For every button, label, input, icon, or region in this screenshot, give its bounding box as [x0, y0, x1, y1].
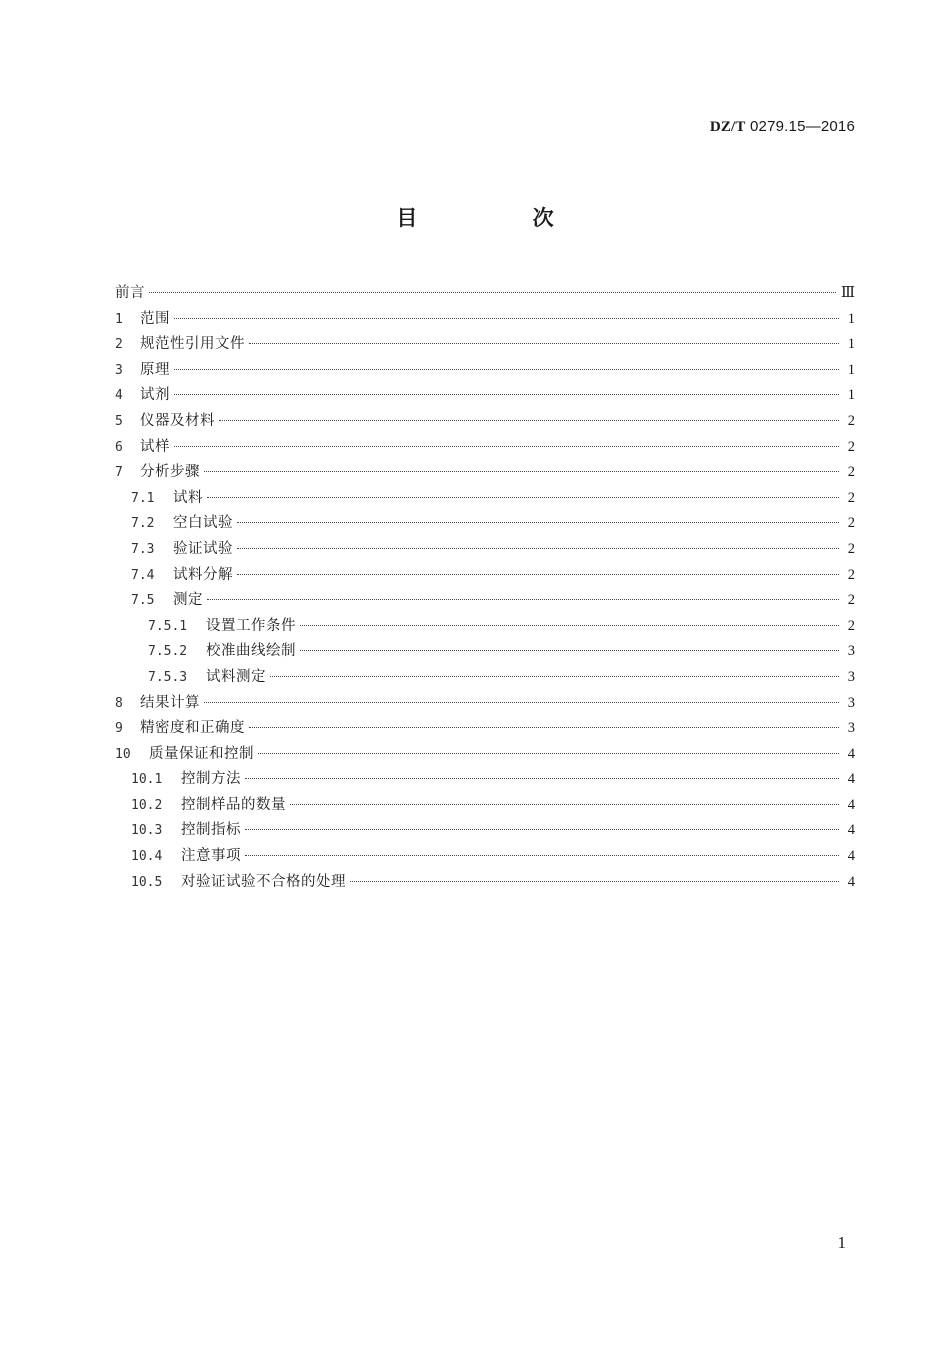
dot-leader: [219, 420, 839, 421]
toc-entry[interactable]: [115, 716, 855, 742]
toc-entry-page: 2: [847, 489, 855, 506]
page-title: 目 次: [396, 206, 608, 230]
toc-entry-number: 10.1: [131, 772, 163, 788]
dot-leader: [300, 625, 839, 626]
dot-leader: [245, 829, 839, 830]
toc-entry-page: 4: [847, 745, 855, 762]
dot-leader: [174, 394, 839, 395]
toc-entry-page: 2: [847, 617, 855, 634]
toc-entry[interactable]: [115, 665, 855, 691]
table-of-contents: [115, 281, 855, 895]
toc-entry-label: 试料分解: [173, 566, 233, 583]
toc-entry-number: 7.5.2: [148, 644, 188, 660]
toc-entry-page: 4: [847, 796, 855, 813]
dot-leader: [249, 727, 839, 728]
toc-entry[interactable]: [115, 844, 855, 870]
toc-entry-page: 1: [847, 361, 855, 378]
toc-entry-number: 10: [115, 746, 131, 762]
toc-entry[interactable]: [115, 332, 855, 358]
toc-entry-number: 9: [115, 721, 123, 737]
toc-entry[interactable]: [115, 767, 855, 793]
toc-entry-number: 7.4: [131, 567, 155, 583]
dot-leader: [237, 522, 839, 523]
toc-entry-page: 3: [847, 694, 855, 711]
toc-entry[interactable]: [115, 614, 855, 640]
toc-entry-label: 原理: [140, 361, 170, 378]
dot-leader: [300, 650, 839, 651]
toc-entry-number: 2: [115, 337, 123, 353]
toc-entry[interactable]: [115, 639, 855, 665]
toc-entry[interactable]: [115, 358, 855, 384]
toc-entry[interactable]: [115, 537, 855, 563]
toc-entry[interactable]: [115, 563, 855, 589]
toc-entry[interactable]: [115, 818, 855, 844]
dot-leader: [204, 702, 839, 703]
dot-leader: [204, 471, 839, 472]
toc-entry-label: 质量保证和控制: [149, 745, 254, 762]
toc-entry-number: 7.2: [131, 516, 155, 532]
toc-entry-label: 范围: [140, 310, 170, 327]
dot-leader: [290, 804, 839, 805]
toc-entry-page: 1: [847, 336, 855, 353]
toc-entry[interactable]: [115, 435, 855, 461]
toc-entry-label: 空白试验: [173, 515, 233, 532]
toc-entry-page: 4: [847, 873, 855, 890]
dot-leader: [174, 446, 839, 447]
toc-entry[interactable]: [115, 409, 855, 435]
dot-leader: [245, 778, 839, 779]
toc-entry-number: 10.5: [131, 874, 163, 890]
toc-entry-number: 1: [115, 311, 123, 327]
dot-leader: [270, 676, 839, 677]
toc-entry-label: 控制指标: [181, 822, 241, 839]
toc-entry[interactable]: [115, 793, 855, 819]
toc-entry[interactable]: [115, 511, 855, 537]
toc-entry-label: 试剂: [140, 387, 170, 404]
dot-leader: [174, 369, 839, 370]
toc-entry-page: 2: [847, 540, 855, 557]
toc-entry-label: 精密度和正确度: [140, 720, 245, 737]
toc-entry-page: 4: [847, 848, 855, 865]
toc-entry-page: 3: [847, 720, 855, 737]
toc-entry-page: 2: [847, 515, 855, 532]
toc-entry-number: 7.5.3: [148, 669, 188, 685]
toc-entry-page: 4: [847, 822, 855, 839]
toc-entry[interactable]: [115, 281, 855, 307]
toc-entry-label: 仪器及材料: [140, 412, 215, 429]
standard-code-prefix: DZ/T: [709, 119, 746, 135]
toc-entry-page: 2: [847, 438, 855, 455]
toc-entry-number: 4: [115, 388, 123, 404]
toc-entry-page: Ⅲ: [841, 285, 855, 301]
dot-leader: [350, 881, 839, 882]
toc-entry-number: 6: [115, 439, 123, 455]
toc-entry-number: 10.2: [131, 797, 163, 813]
toc-entry-number: 8: [115, 695, 123, 711]
toc-entry-number: 7.3: [131, 541, 155, 557]
toc-entry[interactable]: [115, 742, 855, 768]
toc-entry-label: 试样: [140, 438, 170, 455]
toc-entry-page: 2: [847, 566, 855, 583]
toc-entry[interactable]: [115, 307, 855, 333]
toc-entry[interactable]: [115, 870, 855, 896]
toc-entry-label: 注意事项: [181, 848, 241, 865]
toc-entry-label: 结果计算: [140, 694, 200, 711]
toc-entry-label: 控制方法: [181, 771, 241, 788]
dot-leader: [245, 855, 839, 856]
standard-code-number: 0279.15—2016: [750, 118, 855, 135]
toc-entry-number: 10.3: [131, 823, 163, 839]
toc-entry-label: 试料: [173, 489, 203, 506]
toc-entry-page: 3: [847, 643, 855, 660]
dot-leader: [258, 753, 839, 754]
dot-leader: [249, 343, 839, 344]
toc-entry-number: 5: [115, 413, 123, 429]
toc-entry-label: 测定: [173, 592, 203, 609]
dot-leader: [149, 292, 836, 293]
toc-entry[interactable]: [115, 383, 855, 409]
toc-entry[interactable]: [115, 486, 855, 512]
toc-entry[interactable]: [115, 460, 855, 486]
toc-entry-label: 试料测定: [206, 668, 266, 685]
toc-entry-number: 7: [115, 465, 123, 481]
toc-entry[interactable]: [115, 588, 855, 614]
toc-entry-page: 3: [847, 668, 855, 685]
toc-entry-page: 4: [847, 771, 855, 788]
toc-entry-label: 验证试验: [173, 540, 233, 557]
toc-entry-page: 1: [847, 387, 855, 404]
toc-entry-page: 2: [847, 592, 855, 609]
toc-entry-label: 控制样品的数量: [181, 796, 286, 813]
dot-leader: [174, 318, 839, 319]
toc-entry-label: 对验证试验不合格的处理: [181, 873, 346, 890]
toc-entry-label: 设置工作条件: [206, 617, 296, 634]
toc-entry-number: 7.5: [131, 593, 155, 609]
toc-entry-label: 前言: [115, 285, 145, 301]
toc-entry-label: 校准曲线绘制: [206, 643, 296, 660]
toc-entry-number: 7.5.1: [148, 618, 188, 634]
toc-entry-page: 2: [847, 464, 855, 481]
toc-entry-number: 10.4: [131, 849, 163, 865]
dot-leader: [237, 548, 839, 549]
toc-entry[interactable]: [115, 691, 855, 717]
toc-entry-label: 规范性引用文件: [140, 336, 245, 353]
toc-entry-number: 7.1: [131, 490, 155, 506]
dot-leader: [207, 497, 839, 498]
toc-entry-page: 1: [847, 310, 855, 327]
toc-entry-label: 分析步骤: [140, 464, 200, 481]
page-number: 1: [837, 1233, 846, 1252]
toc-entry-page: 2: [847, 412, 855, 429]
dot-leader: [207, 599, 839, 600]
toc-entry-number: 3: [115, 362, 123, 378]
dot-leader: [237, 574, 839, 575]
standard-code: [710, 118, 855, 136]
